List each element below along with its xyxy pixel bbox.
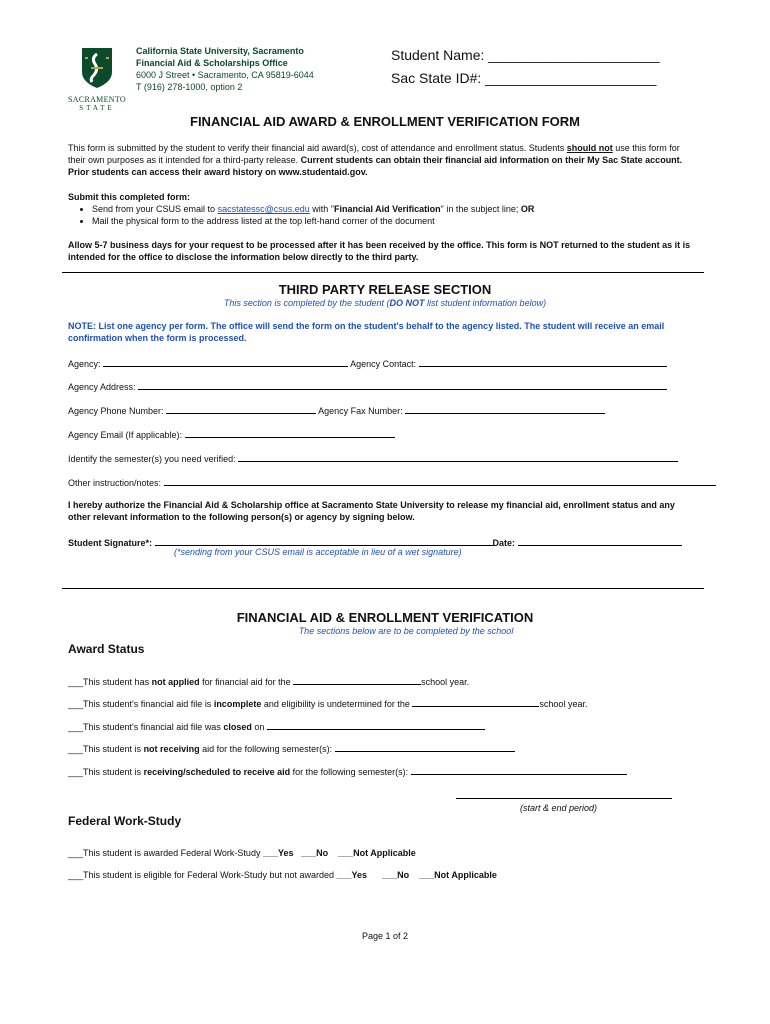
other-notes-field[interactable] <box>164 476 716 486</box>
intro-text-c: Current students can obtain their financial aid information on their My Sac State account. Prior students can access their award history on www.studentaid.gov. <box>68 155 683 177</box>
not-applied-row: ___This student has not applied for financial aid for the school year. <box>68 677 470 687</box>
receiving-row: ___This student is receiving/scheduled to receive aid for the following semester(s): <box>68 765 627 778</box>
office-info <box>136 45 376 93</box>
other-notes-label: Other instruction/notes: <box>68 478 162 488</box>
fws-eligible-no[interactable]: ___No <box>382 870 410 880</box>
page-number: Page 1 of 2 <box>361 931 409 941</box>
divider-2 <box>62 588 704 589</box>
agency-contact-field[interactable] <box>419 357 667 367</box>
receiving-field[interactable] <box>411 765 627 775</box>
sac-state-logo <box>64 46 130 112</box>
agency-contact-label: Agency Contact: <box>350 359 417 369</box>
intro-text-b: use this form for their own purposes as it intended for a third-party release. <box>68 143 680 165</box>
not-applied-check[interactable]: ___ <box>68 677 84 687</box>
closed-date-field[interactable] <box>267 720 485 730</box>
student-name-label[interactable]: Student Name: ______________________ <box>391 47 660 63</box>
fws-awarded-check[interactable]: ___ <box>68 848 84 858</box>
agency-fax-label: Agency Fax Number: <box>318 406 403 416</box>
signature-field[interactable] <box>155 536 493 546</box>
agency-field[interactable] <box>103 357 348 367</box>
period-note: (start & end period) <box>520 803 598 813</box>
verification-subheading: The sections below are to be completed by the school <box>298 626 514 636</box>
agency-row <box>68 357 667 370</box>
intro-should-not: should not <box>566 143 613 153</box>
authorization-statement: I hereby authorize the Financial Aid & Scholarship office at Sacramento State University to release my financial aid, enrollment status and any other relevant information to the following person(s) or agency by signing below. <box>68 500 675 522</box>
fws-heading: Federal Work-Study <box>68 814 182 828</box>
submit-list <box>52 203 732 227</box>
hornet-emblem-icon <box>64 46 130 90</box>
office-email-link[interactable]: sacstatessc@csus.edu <box>217 204 310 214</box>
submit-bullet-mail: • Mail the physical form to the address listed at the top left-hand corner of the document <box>92 215 732 227</box>
processing-notice: Allow 5-7 business days for your request to be processed after it has been received by the office. This form is NOT returned to the student as it is intended for the office to disclose the information below directly to the third party. <box>68 240 691 262</box>
submit-heading: Submit this completed form: <box>68 192 191 202</box>
fws-awarded-na[interactable]: ___Not Applicable <box>338 848 416 858</box>
receiving-check[interactable]: ___ <box>68 767 84 777</box>
other-notes-row <box>68 476 716 489</box>
third-party-note: NOTE: List one agency per form. The office will send the form on the student's behalf to the agency listed. The student will receive an email confirmation when the form is processed. <box>68 321 665 343</box>
student-id-label[interactable]: Sac State ID#: ______________________ <box>391 70 657 86</box>
logo-word-state: STATE <box>79 104 115 112</box>
not-receiving-row: ___This student is not receiving aid for the following semester(s): <box>68 742 515 755</box>
fws-awarded-yes[interactable]: ___Yes <box>262 848 294 858</box>
agency-phone-label: Agency Phone Number: <box>68 406 164 416</box>
fws-awarded-no[interactable]: ___No <box>301 848 329 858</box>
award-status-heading: Award Status <box>68 642 145 656</box>
agency-phone-field[interactable] <box>166 404 316 414</box>
agency-email-row <box>68 428 395 441</box>
agency-label: Agency: <box>68 359 101 369</box>
semesters-label: Identify the semester(s) you need verified: <box>68 454 236 464</box>
intro-paragraph <box>68 142 686 178</box>
fws-eligible-yes[interactable]: ___Yes <box>336 870 368 880</box>
agency-email-field[interactable] <box>185 428 395 438</box>
not-receiving-check[interactable]: ___ <box>68 744 84 754</box>
divider-1 <box>62 272 704 273</box>
incomplete-year-field[interactable] <box>412 697 539 707</box>
fws-eligible-row: ___This student is eligible for Federal Work-Study but not awarded ___Yes ___No ___Not Applicable <box>68 870 497 880</box>
signature-label: Student Signature*: <box>68 538 153 548</box>
office-phone: T (916) 278-1000, option 2 <box>136 82 243 92</box>
university-name: California State University, Sacramento <box>136 46 304 56</box>
agency-email-label: Agency Email (If applicable): <box>68 430 183 440</box>
logo-word-sacramento: SACRAMENTO <box>68 95 126 104</box>
date-label: Date: <box>492 538 516 548</box>
fws-awarded-row: ___This student is awarded Federal Work-Study ___Yes ___No ___Not Applicable <box>68 848 416 858</box>
not-applied-year-field[interactable] <box>293 675 421 685</box>
semesters-row <box>68 452 678 465</box>
not-receiving-field[interactable] <box>335 742 515 752</box>
intro-text-a: This form is submitted by the student to verify their financial aid award(s), cost of attendance and enrollment status. Students <box>68 143 567 153</box>
period-line[interactable] <box>456 790 672 799</box>
closed-check[interactable]: ___ <box>68 722 84 732</box>
fws-eligible-na[interactable]: ___Not Applicable <box>419 870 497 880</box>
verification-heading: FINANCIAL AID & ENROLLMENT VERIFICATION <box>236 610 534 625</box>
agency-fax-field[interactable] <box>405 404 605 414</box>
date-field[interactable] <box>518 536 682 546</box>
signature-note: (*sending from your CSUS email is acceptable in lieu of a wet signature) <box>174 547 462 557</box>
agency-phone-row <box>68 404 605 417</box>
submit-bullet-email: • Send from your CSUS email to sacstatessc@csus.edu with "Financial Aid Verification" in the subject line; OR <box>92 203 732 215</box>
office-address: 6000 J Street • Sacramento, CA 95819-6044 <box>136 70 314 80</box>
office-name: Financial Aid & Scholarships Office <box>136 58 288 68</box>
incomplete-row: ___This student's financial aid file is incomplete and eligibility is undetermined for the school year. <box>68 699 588 709</box>
form-title: FINANCIAL AID AWARD & ENROLLMENT VERIFICATION FORM <box>190 114 580 129</box>
fws-eligible-check[interactable]: ___ <box>68 870 84 880</box>
third-party-subheading: This section is completed by the student (DO NOT list student information below) <box>223 298 547 308</box>
incomplete-check[interactable]: ___ <box>68 699 84 709</box>
agency-address-field[interactable] <box>138 380 667 390</box>
closed-row: ___This student's financial aid file was closed on <box>68 720 485 733</box>
third-party-heading: THIRD PARTY RELEASE SECTION <box>278 282 492 297</box>
semesters-field[interactable] <box>238 452 678 462</box>
agency-address-label: Agency Address: <box>68 382 136 392</box>
agency-address-row <box>68 380 667 393</box>
